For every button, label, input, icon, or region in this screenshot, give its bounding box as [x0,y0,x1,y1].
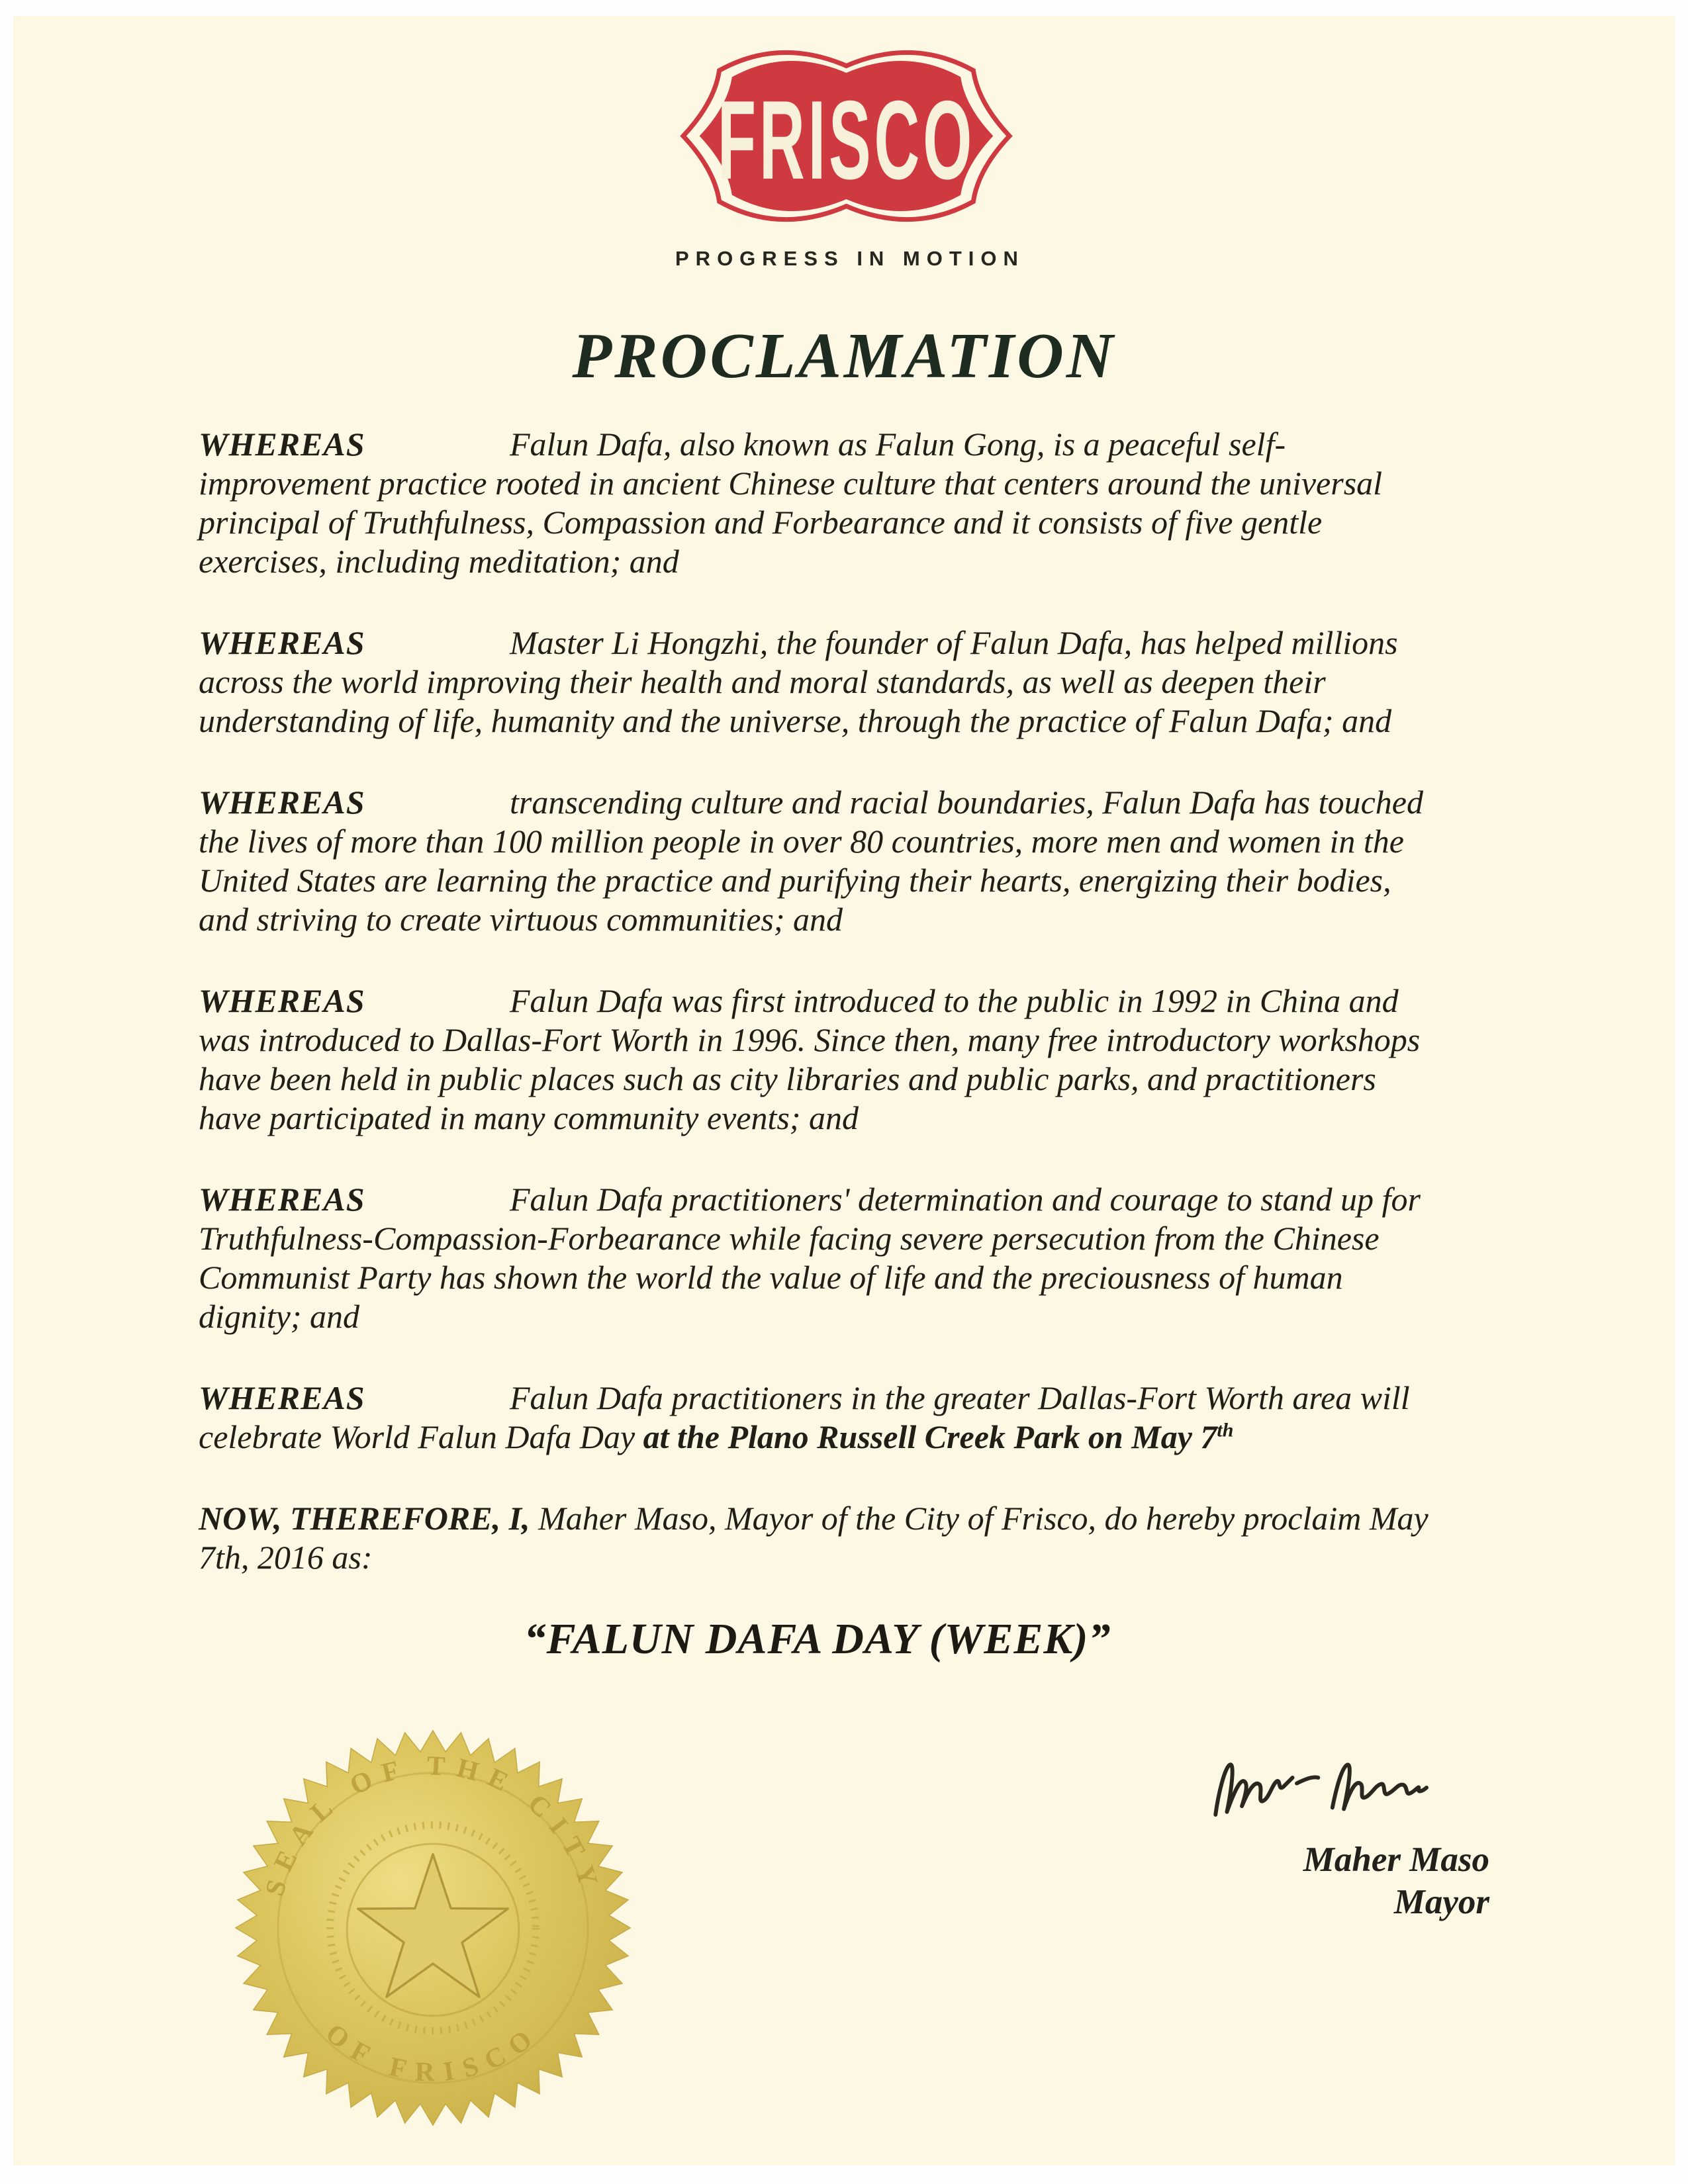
whereas-label: WHEREAS [199,982,365,1019]
whereas-bold-text: at the Plano Russell Creek Park on May 7 [643,1418,1217,1455]
signature-block [1303,1839,1489,1923]
whereas-paragraph [199,425,1436,581]
frisco-logo-text: FRISCO [717,78,975,203]
page-title: PROCLAMATION [572,320,1116,392]
whereas-label: WHEREAS [199,426,365,463]
frisco-shield-icon [679,36,1013,236]
seal-ring-text-bottom: OF FRISCO [320,2017,546,2087]
whereas-label: WHEREAS [199,1181,365,1218]
whereas-text: Falun Dafa, also known as Falun Gong, is a peaceful self-improvement practice rooted in ancient Chinese culture that centers around the universal principal of Truthfulness, Compassion and Forbearance and it consists of five gentle exercises, including meditation; and [199,426,1383,580]
logo-tagline: PROGRESS IN MOTION [675,247,1025,270]
whereas-text: Falun Dafa practitioners in the greater Dallas-Fort Worth area will celebrate World Falun Dafa Day [199,1379,1410,1455]
seal-ring-text-top: SEAL OF THE CITY [259,1750,608,1899]
whereas-text: Master Li Hongzhi, the founder of Falun Dafa, has helped millions across the world improving their health and moral standards, as well as deepen their understanding of life, humanity and the universe, through the practice of Falun Dafa; and [199,624,1398,739]
frisco-logo [675,36,1025,271]
closing-text: Maher Maso, Mayor of the City of Frisco, do hereby proclaim May 7th, 2016 as: [199,1500,1429,1576]
signer-title: Mayor [1393,1883,1489,1921]
ordinal-superscript: th [1217,1419,1234,1441]
whereas-label: WHEREAS [199,624,365,661]
signer-name: Maher Maso [1303,1841,1489,1879]
whereas-paragraph [199,1180,1436,1336]
mayor-signature-script [1201,1741,1466,1833]
city-seal [231,1726,635,2130]
whereas-label: WHEREAS [199,784,365,821]
closing-paragraph [199,1499,1436,1577]
whereas-text: Falun Dafa was first introduced to the public in 1992 in China and was introduced to Dallas-Fort Worth in 1996. Since then, many free introductory workshops have been held in public places such as city libraries and public parks, and practitioners have participated in many community events; and [199,982,1421,1136]
whereas-label: WHEREAS [199,1379,365,1416]
whereas-text: transcending culture and racial boundaries, Falun Dafa has touched the lives of more than 100 million people in over 80 countries, more men and women in the United States are learning the practice and purifying their hearts, energizing their bodies, and striving to create virtuous communities; and [199,784,1423,938]
closing-bold: NOW, THEREFORE, I, [199,1500,530,1537]
whereas-paragraph [199,981,1436,1138]
whereas-paragraph [199,783,1436,939]
proclamation-body [199,425,1436,1663]
proclaimed-day-title: “FALUN DAFA DAY (WEEK)” [524,1615,1111,1663]
whereas-text: Falun Dafa practitioners' determination and courage to stand up for Truthfulness-Compassion-Forbearance while facing severe persecution from the Chinese Communist Party has shown the world the value of life and the preciousness of human dignity; and [199,1181,1421,1335]
whereas-paragraph [199,623,1436,741]
whereas-paragraph [199,1379,1436,1457]
